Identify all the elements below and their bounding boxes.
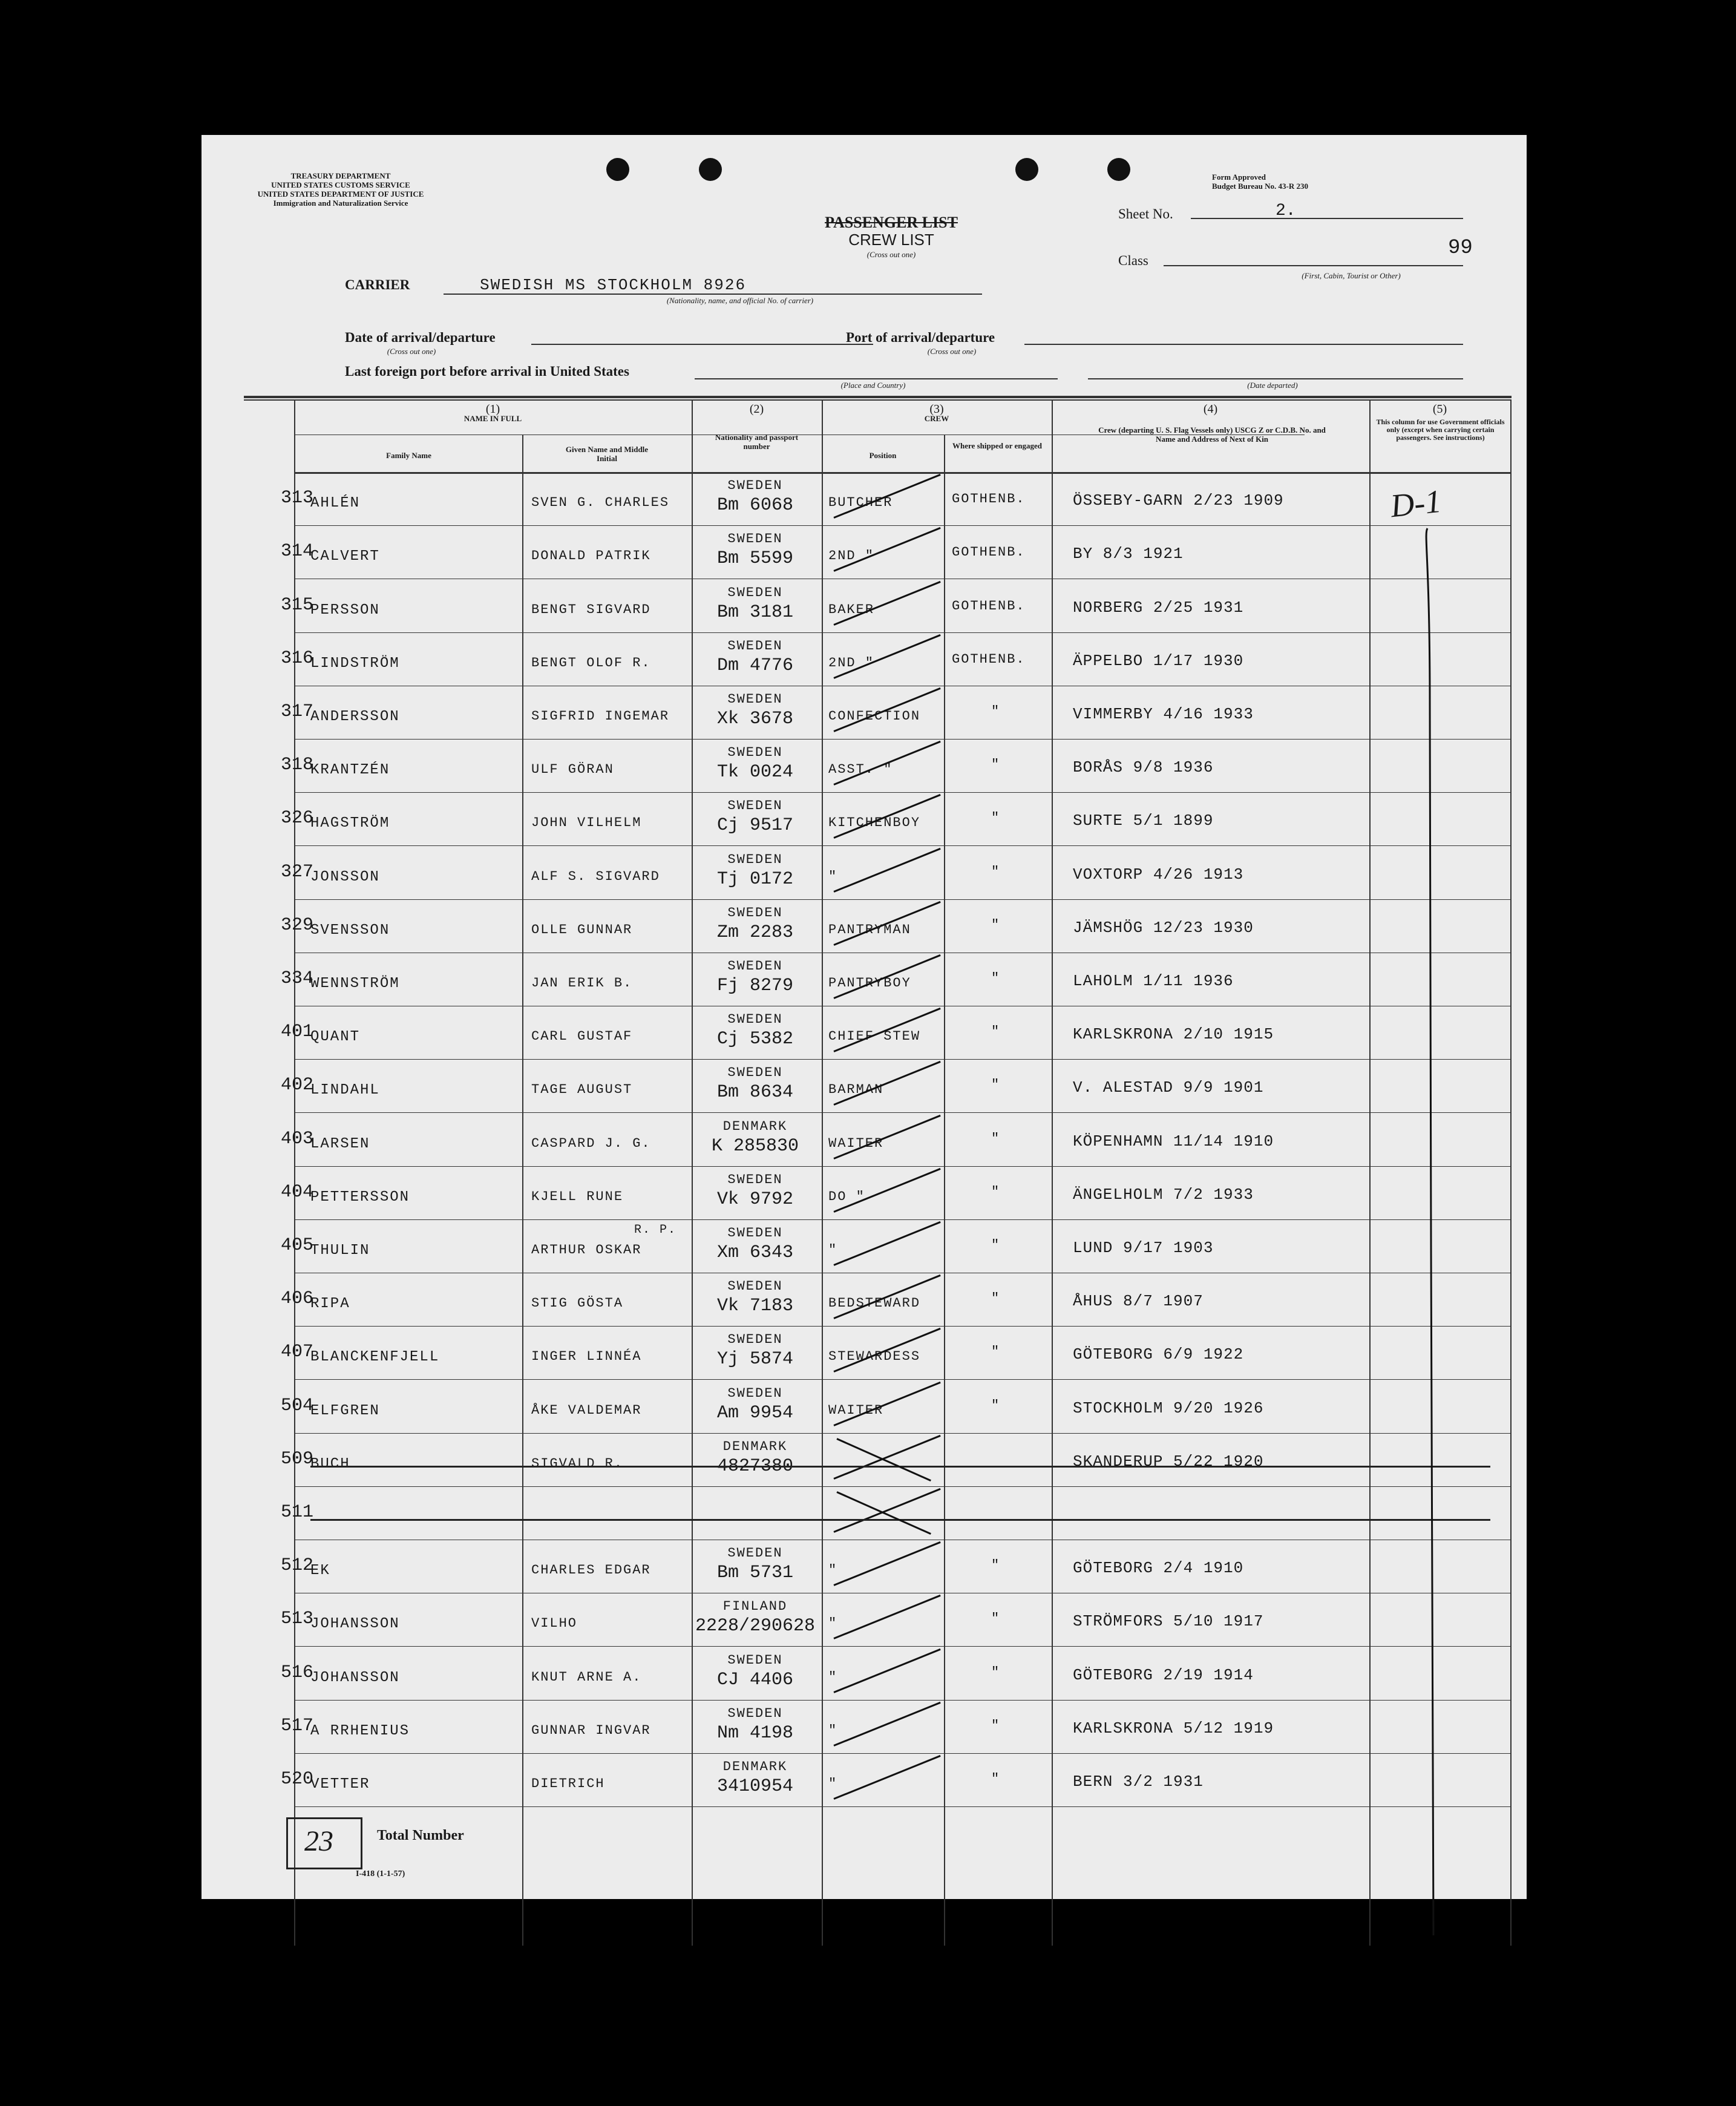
next-of-kin-address: JÄMSHÖG 12/23 1930 — [1073, 918, 1254, 937]
passport-number: 2228/290628 — [695, 1616, 816, 1637]
next-of-kin-address: LAHOLM 1/11 1936 — [1073, 971, 1234, 990]
row-number: 327 — [280, 861, 313, 882]
total-label: Total Number — [377, 1828, 464, 1843]
given-name: ARTHUR OSKAR — [531, 1242, 642, 1258]
nationality: SWEDEN — [727, 638, 783, 654]
position: ASST. " — [828, 762, 893, 778]
next-of-kin-address: GÖTEBORG 6/9 1922 — [1073, 1345, 1244, 1364]
title-hint: (Cross out one) — [866, 250, 916, 259]
passport-number: Dm 4776 — [716, 655, 794, 676]
given-name: DONALD PATRIK — [531, 548, 651, 564]
passport-number: Bm 6068 — [716, 495, 794, 516]
position: KITCHENBOY — [828, 815, 921, 831]
given-name: JAN ERIK B. — [531, 975, 633, 991]
where-shipped: " — [991, 917, 1001, 933]
row-number: 401 — [280, 1022, 313, 1043]
col3-number: (3) — [929, 402, 944, 416]
where-shipped: " — [991, 1664, 1001, 1680]
last-port-label: Last foreign port before arrival in United States — [345, 364, 629, 379]
given-name: SIGFRID INGEMAR — [531, 708, 670, 724]
table-row — [201, 1753, 1527, 1806]
next-of-kin-address: GÖTEBORG 2/19 1914 — [1073, 1665, 1254, 1684]
position: " — [828, 1616, 838, 1632]
check-mark — [833, 1541, 940, 1586]
given-name: ALF S. SIGVARD — [531, 868, 660, 884]
nationality: SWEDEN — [727, 1652, 783, 1668]
given-name: VILHO — [531, 1616, 578, 1632]
page-mark: 99 — [1448, 237, 1473, 260]
row-number: 513 — [280, 1609, 313, 1630]
nationality: SWEDEN — [727, 1225, 783, 1241]
sheet-value: 2. — [1276, 202, 1296, 220]
nationality: SWEDEN — [727, 1546, 783, 1561]
passport-number: 4827380 — [716, 1455, 794, 1477]
next-of-kin-address: V. ALESTAD 9/9 1901 — [1073, 1078, 1264, 1097]
next-of-kin-address: ÅHUS 8/7 1907 — [1073, 1292, 1204, 1311]
position: " — [828, 868, 838, 884]
position: WAITER — [828, 1135, 884, 1151]
row-number: 313 — [280, 488, 313, 509]
family-name: QUANT — [310, 1029, 361, 1046]
passport-number: Zm 2283 — [716, 922, 794, 943]
form-approved-text: Form Approved — [1212, 172, 1266, 182]
position: BEDSTEWARD — [828, 1296, 921, 1311]
total-value: 23 — [304, 1825, 333, 1857]
passport-number: Cj 9517 — [716, 815, 794, 836]
passport-number: Bm 8634 — [716, 1082, 794, 1103]
family-name: HAGSTRÖM — [310, 815, 390, 832]
next-of-kin-address: LUND 9/17 1903 — [1073, 1238, 1214, 1257]
where-shipped: " — [991, 1077, 1001, 1093]
nationality: SWEDEN — [727, 1065, 783, 1081]
where-shipped: " — [991, 1611, 1001, 1627]
col2-number: (2) — [749, 402, 764, 416]
next-of-kin-address: SURTE 5/1 1899 — [1073, 812, 1214, 830]
row-number: 516 — [280, 1662, 313, 1683]
position: " — [828, 1669, 838, 1685]
row-number: 402 — [280, 1075, 313, 1096]
given-name: CARL GUSTAF — [531, 1029, 633, 1045]
where-shipped: GOTHENB. — [952, 598, 1026, 614]
given-name: KNUT ARNE A. — [531, 1669, 642, 1685]
sheet-label: Sheet No. — [1118, 206, 1173, 221]
crew-table — [201, 135, 1527, 1899]
passport-number: Xm 6343 — [716, 1242, 794, 1263]
table-row — [201, 686, 1527, 739]
table-row — [201, 1700, 1527, 1753]
given-name: OLLE GUNNAR — [531, 922, 633, 937]
position: STEWARDESS — [828, 1349, 921, 1365]
nationality: SWEDEN — [727, 1385, 783, 1401]
given-name-heading: Given Name and Middle Initial — [565, 445, 649, 463]
row-number: 334 — [280, 968, 313, 989]
row-number: 314 — [280, 541, 313, 562]
next-of-kin-address: BERN 3/2 1931 — [1073, 1772, 1204, 1791]
where-shipped: " — [991, 1771, 1001, 1786]
family-name: KRANTZÉN — [310, 762, 390, 779]
table-row — [201, 632, 1527, 686]
passport-number: Nm 4198 — [716, 1722, 794, 1744]
family-name: WENNSTRÖM — [310, 975, 400, 992]
where-shipped: " — [991, 1024, 1001, 1040]
where-shipped: " — [991, 1397, 1001, 1413]
family-name: PERSSON — [310, 602, 380, 618]
family-name: VETTER — [310, 1776, 370, 1793]
table-row — [201, 1540, 1527, 1593]
row-number: 512 — [280, 1555, 313, 1576]
family-name: CALVERT — [310, 548, 380, 565]
table-row — [201, 792, 1527, 845]
carrier-label: CARRIER — [345, 277, 410, 292]
passport-number: Tk 0024 — [716, 762, 794, 783]
family-name: SVENSSON — [310, 922, 390, 939]
nationality: DENMARK — [722, 1438, 788, 1454]
family-name: PETTERSSON — [310, 1189, 410, 1206]
row-number: 520 — [280, 1768, 313, 1789]
row-number: 403 — [280, 1128, 313, 1149]
where-shipped: " — [991, 1291, 1001, 1307]
position: CHIEF STEW — [828, 1029, 921, 1045]
row-number: 315 — [280, 594, 313, 615]
next-of-kin-address: SKANDERUP 5/22 1920 — [1073, 1452, 1264, 1471]
nationality: SWEDEN — [727, 691, 783, 707]
where-shipped: " — [991, 703, 1001, 719]
nationality: SWEDEN — [727, 905, 783, 920]
passport-number: CJ 4406 — [716, 1669, 794, 1690]
next-of-kin-address: VIMMERBY 4/16 1933 — [1073, 704, 1254, 723]
position: BARMAN — [828, 1082, 884, 1098]
position: 2ND " — [828, 655, 875, 671]
check-mark — [833, 1755, 940, 1800]
carrier-hint: (Nationality, name, and official No. of carrier) — [666, 296, 814, 305]
given-name: CHARLES EDGAR — [531, 1563, 651, 1578]
next-of-kin-address: STRÖMFORS 5/10 1917 — [1073, 1612, 1264, 1631]
table-row — [201, 1059, 1527, 1112]
nationality: FINLAND — [722, 1599, 788, 1615]
check-mark — [833, 848, 940, 893]
given-name: CASPARD J. G. — [531, 1135, 651, 1151]
position: BAKER — [828, 602, 875, 617]
family-name: BUCH — [310, 1455, 350, 1472]
where-shipped: " — [991, 1558, 1001, 1573]
nationality: SWEDEN — [727, 851, 783, 867]
nationality: SWEDEN — [727, 798, 783, 814]
where-shipped: " — [991, 757, 1001, 773]
next-of-kin-address: VOXTORP 4/26 1913 — [1073, 865, 1244, 884]
position-heading: Position — [869, 451, 897, 460]
col5-annotation: D-1 — [1389, 482, 1443, 525]
given-name: INGER LINNÉA — [531, 1349, 642, 1365]
passport-number: Bm 3181 — [716, 602, 794, 623]
table-row — [201, 739, 1527, 792]
family-name-heading: Family Name — [386, 451, 431, 460]
given-name: BENGT OLOF R. — [531, 655, 651, 671]
given-name-note: R. P. — [634, 1222, 677, 1237]
family-name: LINDSTRÖM — [310, 655, 400, 672]
family-name: BLANCKENFJELL — [310, 1349, 440, 1366]
passport-number: Fj 8279 — [716, 975, 794, 996]
nationality: SWEDEN — [727, 585, 783, 600]
next-of-kin-address: BORÅS 9/8 1936 — [1073, 758, 1214, 777]
next-of-kin-address: NORBERG 2/25 1931 — [1073, 598, 1244, 617]
nationality: SWEDEN — [727, 531, 783, 547]
family-name: EK — [310, 1563, 330, 1580]
family-name: JOHANSSON — [310, 1669, 400, 1686]
next-of-kin-address: ÄNGELHOLM 7/2 1933 — [1073, 1185, 1254, 1204]
row-number: 407 — [280, 1342, 313, 1363]
row-number: 329 — [280, 914, 313, 936]
passport-number: Am 9954 — [716, 1402, 794, 1423]
table-row — [201, 1112, 1527, 1166]
position: WAITER — [828, 1402, 884, 1418]
given-name: TAGE AUGUST — [531, 1082, 633, 1098]
given-name: JOHN VILHELM — [531, 815, 642, 831]
given-name: ULF GÖRAN — [531, 762, 614, 778]
where-shipped: " — [991, 1130, 1001, 1146]
given-name: SVEN G. CHARLES — [531, 495, 670, 511]
nationality: DENMARK — [722, 1759, 788, 1774]
family-name: THULIN — [310, 1242, 370, 1259]
row-number: 316 — [280, 648, 313, 669]
check-mark — [833, 1702, 940, 1747]
row-number: 517 — [280, 1715, 313, 1736]
table-top-border — [244, 399, 1512, 401]
table-row — [201, 1646, 1527, 1699]
family-name: JONSSON — [310, 868, 380, 885]
row-number: 406 — [280, 1288, 313, 1310]
nationality: SWEDEN — [727, 1332, 783, 1348]
nationality: SWEDEN — [727, 1012, 783, 1028]
next-of-kin-address: GÖTEBORG 2/4 1910 — [1073, 1559, 1244, 1578]
where-shipped: GOTHENB. — [952, 545, 1026, 560]
table-row — [201, 845, 1527, 899]
table-row — [201, 899, 1527, 953]
passport-number: Cj 5382 — [716, 1029, 794, 1050]
where-shipped: " — [991, 970, 1001, 986]
given-name: STIG GÖSTA — [531, 1296, 624, 1311]
passport-number: Xk 3678 — [716, 708, 794, 729]
position: PANTRYBOY — [828, 975, 911, 991]
next-of-kin-address: BY 8/3 1921 — [1073, 545, 1184, 563]
next-of-kin-address: KARLSKRONA 5/12 1919 — [1073, 1719, 1274, 1737]
position: CONFECTION — [828, 708, 921, 724]
family-name: JOHANSSON — [310, 1616, 400, 1633]
position: 2ND " — [828, 548, 875, 564]
nationality: SWEDEN — [727, 745, 783, 761]
agency-line: Immigration and Naturalization Service — [273, 198, 408, 208]
position: " — [828, 1722, 838, 1738]
row-number: 318 — [280, 755, 313, 776]
col1-heading — [294, 402, 692, 423]
given-name: KJELL RUNE — [531, 1189, 624, 1204]
family-name: ELFGREN — [310, 1402, 380, 1419]
date-label: Date of arrival/departure — [345, 330, 496, 345]
where-shipped: " — [991, 1344, 1001, 1360]
agency-line: TREASURY DEPARTMENT — [290, 171, 391, 180]
where-shipped: " — [991, 1717, 1001, 1733]
check-mark — [833, 1221, 940, 1266]
col5-bracket-line — [1406, 522, 1454, 1938]
check-mark — [833, 1648, 940, 1693]
date-departed-hint: (Date departed) — [1247, 381, 1298, 390]
check-mark — [833, 1595, 940, 1639]
given-name: GUNNAR INGVAR — [531, 1722, 651, 1738]
table-row — [201, 1433, 1527, 1486]
passport-number: Vk 7183 — [716, 1296, 794, 1317]
where-shipped: " — [991, 1184, 1001, 1199]
row-number: 326 — [280, 808, 313, 829]
check-mark — [833, 1435, 940, 1480]
row-number: 404 — [280, 1181, 313, 1202]
place-hint: (Place and Country) — [840, 381, 906, 390]
nationality: SWEDEN — [727, 1172, 783, 1187]
table-row — [201, 525, 1527, 579]
struck-title: PASSENGER LIST — [825, 214, 958, 231]
position: " — [828, 1776, 838, 1791]
table-row — [201, 953, 1527, 1006]
where-shipped: GOTHENB. — [952, 651, 1026, 667]
port-hint: (Cross out one) — [927, 347, 977, 356]
class-label: Class — [1118, 253, 1148, 268]
table-row — [201, 1006, 1527, 1059]
row-number: 511 — [280, 1501, 313, 1523]
passport-number: K 285830 — [711, 1135, 799, 1156]
col1-number: (1) — [485, 402, 500, 416]
family-name: AHLÉN — [310, 495, 361, 512]
nationality: SWEDEN — [727, 958, 783, 974]
passport-number: Yj 5874 — [716, 1349, 794, 1370]
family-name: RIPA — [310, 1296, 350, 1313]
table-row — [201, 1273, 1527, 1326]
family-name: LINDAHL — [310, 1082, 380, 1099]
nationality: SWEDEN — [727, 1279, 783, 1294]
passport-number: Vk 9792 — [716, 1189, 794, 1210]
table-top-border — [244, 396, 1512, 398]
table-row — [201, 1166, 1527, 1219]
where-shipped: " — [991, 1237, 1001, 1253]
row-divider — [294, 1806, 1512, 1807]
col5-number: (5) — [1432, 402, 1447, 416]
table-row — [201, 1326, 1527, 1379]
nationality: SWEDEN — [727, 478, 783, 494]
carrier-value: SWEDISH MS STOCKHOLM 8926 — [480, 276, 747, 294]
col4-heading: Crew (departing U. S. Flag Vessels only) USCG Z or C.D.B. No. and Name and Address of Next of Kin — [1098, 425, 1326, 444]
passport-number: 3410954 — [716, 1776, 794, 1797]
table-row — [201, 1593, 1527, 1646]
col5-heading: This column for use Government officials only (except when carrying certain passengers. See instructions) — [1376, 418, 1505, 442]
col3-heading — [822, 402, 1052, 423]
where-shipped: " — [991, 810, 1001, 826]
family-name: ANDERSSON — [310, 708, 400, 725]
budget-bureau-text: Budget Bureau No. 43-R 230 — [1212, 182, 1309, 191]
port-label: Port of arrival/departure — [846, 330, 995, 345]
table-row — [201, 1379, 1527, 1432]
position: " — [828, 1563, 838, 1578]
passport-number: Tj 0172 — [716, 868, 794, 890]
table-row — [201, 472, 1527, 525]
date-hint: (Cross out one) — [387, 347, 436, 356]
position: BUTCHER — [828, 495, 893, 511]
given-name: ÅKE VALDEMAR — [531, 1402, 642, 1418]
row-number: 504 — [280, 1395, 313, 1416]
position: " — [828, 1242, 838, 1258]
family-name: A RRHENIUS — [310, 1722, 410, 1739]
agency-line: UNITED STATES DEPARTMENT OF JUSTICE — [257, 189, 424, 198]
next-of-kin-address: STOCKHOLM 9/20 1926 — [1073, 1399, 1264, 1417]
next-of-kin-address: ÄPPELBO 1/17 1930 — [1073, 651, 1244, 670]
next-of-kin-address: ÖSSEBY-GARN 2/23 1909 — [1073, 491, 1284, 510]
agency-line: UNITED STATES CUSTOMS SERVICE — [271, 180, 410, 189]
passport-number: Bm 5599 — [716, 548, 794, 569]
given-name: DIETRICH — [531, 1776, 605, 1791]
col4-number: (4) — [1203, 402, 1218, 416]
form-code: I-418 (1-1-57) — [356, 1869, 405, 1878]
nationality: DENMARK — [722, 1118, 788, 1134]
where-shipped: GOTHENB. — [952, 491, 1026, 507]
nationality: SWEDEN — [727, 1705, 783, 1721]
next-of-kin-address: KÖPENHAMN 11/14 1910 — [1073, 1132, 1274, 1150]
passport-number: Bm 5731 — [716, 1563, 794, 1584]
check-mark — [833, 1488, 940, 1533]
crew-list-form — [201, 135, 1527, 1899]
given-name: SIGVALD R. — [531, 1455, 624, 1471]
col3-title: CREW — [924, 414, 949, 423]
row-number: 509 — [280, 1448, 313, 1469]
class-hint: (First, Cabin, Tourist or Other) — [1302, 271, 1401, 280]
row-number: 405 — [280, 1235, 313, 1256]
row-number: 317 — [280, 701, 313, 722]
col1-title: NAME IN FULL — [463, 414, 522, 423]
position: DO " — [828, 1189, 865, 1204]
nationality-heading: Nationality and passport number — [715, 433, 799, 451]
next-of-kin-address: KARLSKRONA 2/10 1915 — [1073, 1025, 1274, 1044]
family-name: LARSEN — [310, 1135, 370, 1152]
shipped-heading: Where shipped or engaged — [952, 441, 1042, 450]
table-row — [201, 1219, 1527, 1273]
given-name: BENGT SIGVARD — [531, 602, 651, 617]
position: PANTRYMAN — [828, 922, 911, 937]
table-row — [201, 579, 1527, 632]
page-title: CREW LIST — [848, 231, 934, 249]
where-shipped: " — [991, 864, 1001, 879]
table-row — [201, 1486, 1527, 1540]
